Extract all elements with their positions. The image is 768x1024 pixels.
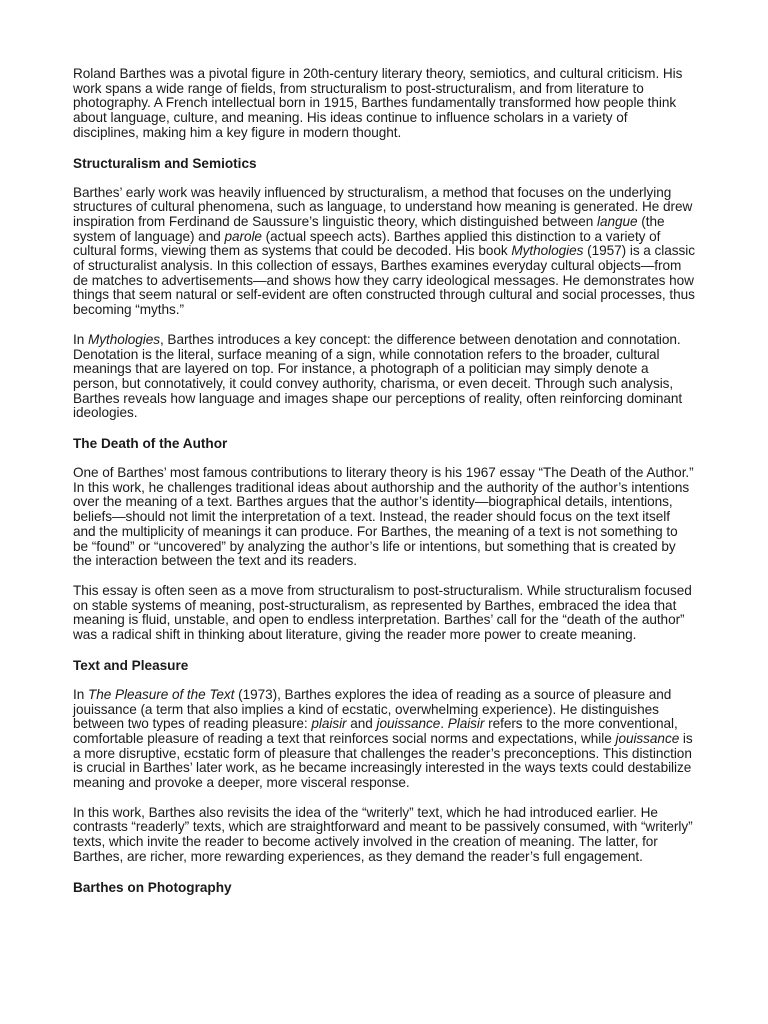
- text-run: refers to the more conventional, comfortable pleasure of reading a text that reinforces social norms and expectations, while: [73, 716, 678, 746]
- text-run: (1973), Barthes explores the idea of reading as a source of pleasure and jouissance (a term that also implies a kind of ecstatic, overwhelming experience). He distinguishes between two types of reading pleasure:: [73, 686, 672, 732]
- heading-structuralism: Structuralism and Semiotics: [73, 155, 257, 171]
- italic-term-jouissance: jouissance: [376, 716, 441, 732]
- text-run: Barthes’ early work was heavily influenced by structuralism, a method that focuses on the underlying structures of cultural phenomena, such as language, to understand how meaning is generated. He drew inspiration from Ferdinand de Saussure’s linguistic theory, which distinguished between: [73, 184, 693, 229]
- italic-title-pleasure-of-text: The Pleasure of the Text: [87, 686, 235, 702]
- text-run: is a more disruptive, ecstatic form of pleasure that challenges the reader’s preconceptions. This distinction is crucial in Barthes’ later work, as he became increasingly interested in the ways texts could destabilize meaning and provoke a deeper, more visceral response.: [73, 730, 693, 791]
- italic-title-mythologies: Mythologies: [511, 243, 584, 259]
- italic-term-parole: parole: [224, 228, 262, 244]
- text-run: (the system of language) and: [73, 213, 665, 244]
- heading-death-of-author: The Death of the Author: [73, 436, 228, 452]
- text-run: and: [346, 716, 377, 732]
- heading-text-and-pleasure: Text and Pleasure: [73, 657, 189, 673]
- heading-photography: Barthes on Photography: [73, 879, 232, 895]
- death-of-author-paragraph-2: This essay is often seen as a move from structuralism to post-structuralism. While structuralism focused on stable systems of meaning, post-structuralism, as represented by Barthes, embraced the idea that meaning is fluid, unstable, and open to endless interpretation. Barthes’ call for the “death of the author” was a radical shift in thinking about literature, giving the reader more power to create meaning.: [73, 582, 692, 643]
- text-pleasure-paragraph-2: In this work, Barthes also revisits the idea of the “writerly” text, which he had introduced earlier. He contrasts “readerly” texts, which are straightforward and meant to be passively consumed, with “writerly” texts, which invite the reader to become actively involved in the creation of meaning. The latter, for Barthes, are richer, more rewarding experiences, as they demand the reader’s full engagement.: [73, 804, 693, 864]
- text-run: , Barthes introduces a key concept: the difference between denotation and connotation. Denotation is the literal, surface meaning of a sign, while connotation refers to the broader, cultural meanings that are layered on top. For instance, a photograph of a politician may simply denote a person, but connotatively, it could convey authority, charisma, or even deceit. Through such analysis, Barthes reveals how language and images shape our perceptions of reality, often reinforcing dominant ideologies.: [73, 331, 683, 421]
- structuralism-paragraph-2: [73, 333, 696, 421]
- text-run: In: [73, 686, 88, 702]
- text-pleasure-paragraph-1: [73, 688, 696, 791]
- structuralism-paragraph-1: [73, 186, 696, 318]
- text-run: (actual speech acts). Barthes applied this distinction to a variety of cultural forms, viewing them as systems that could be decoded. His book: [73, 228, 661, 259]
- intro-paragraph: Roland Barthes was a pivotal figure in 20th-century literary theory, semiotics, and cultural criticism. His work spans a wide range of fields, from structuralism to post-structuralism, and from literature to photography. A French intellectual born in 1915, Barthes fundamentally transformed how people think about language, culture, and meaning. His ideas continue to influence scholars in a variety of disciplines, making him a key figure in modern thought.: [73, 66, 683, 140]
- death-of-author-paragraph-1: One of Barthes’ most famous contributions to literary theory is his 1967 essay “The Death of the Author.” In this work, he challenges traditional ideas about authorship and the authority of the author’s intentions over the meaning of a text. Barthes argues that the author’s identity—biographical details, intentions, beliefs—should not limit the interpretation of a text. Instead, the reader should focus on the text itself and the multiplicity of meanings it can produce. For Barthes, the meaning of a text is not something to be “found” or “uncovered” by analyzing the author’s life or intentions, but something that is created by the interaction between the text and its readers.: [73, 465, 694, 569]
- italic-term-jouissance: jouissance: [615, 730, 680, 746]
- text-run: In: [73, 331, 88, 347]
- italic-term-plaisir: plaisir: [311, 716, 347, 732]
- text-run: .: [440, 716, 448, 732]
- italic-term-langue: langue: [597, 213, 638, 229]
- italic-term-plaisir: Plaisir: [447, 716, 485, 732]
- italic-title-mythologies: Mythologies: [87, 331, 160, 347]
- text-run: (1957) is a classic of structuralist analysis. In this collection of essays, Barthes examines everyday cultural objects—from de matches to advertisements—and shows how they carry ideological messages. He demonstrates how things that seem natural or self-evident are often constructed through cultural and social processes, thus becoming “myths.”: [73, 243, 695, 318]
